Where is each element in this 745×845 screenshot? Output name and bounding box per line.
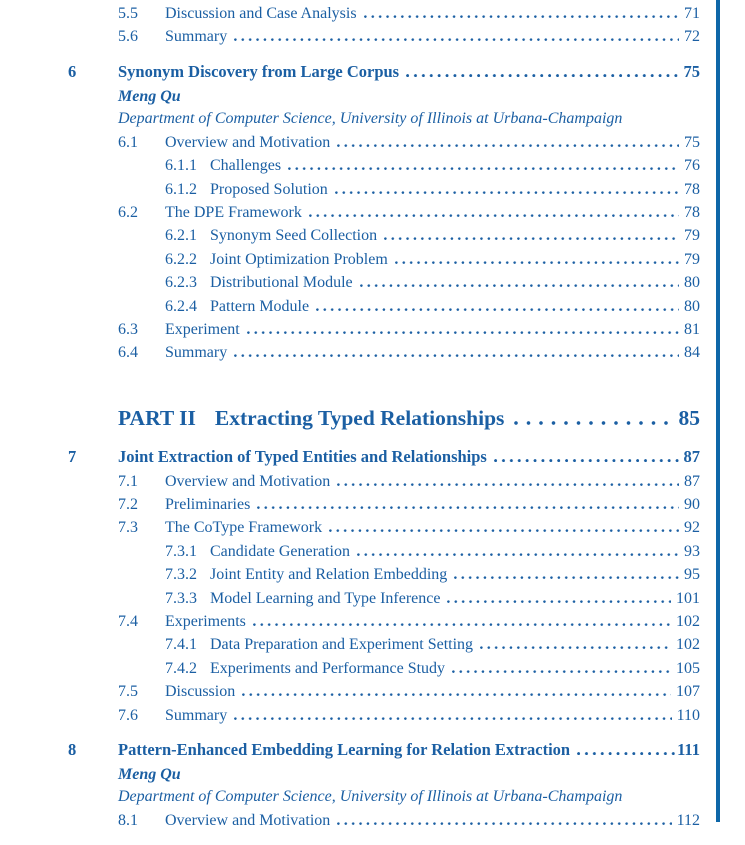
dot-leader xyxy=(234,354,679,357)
entry-number: 7 xyxy=(68,446,77,466)
entry-page: 71 xyxy=(684,5,700,22)
entry-title: Distributional Module xyxy=(210,274,353,292)
dot-leader xyxy=(514,421,668,425)
dot-leader xyxy=(480,646,671,649)
entry-title: Extracting Typed Relationships xyxy=(214,405,505,430)
entry-number: 6.4 xyxy=(118,344,138,362)
toc-subsection-row[interactable] xyxy=(165,227,700,250)
toc-subsection-row[interactable] xyxy=(165,181,700,204)
entry-title: Discussion xyxy=(165,683,236,701)
toc-subsection-row[interactable] xyxy=(165,590,700,613)
entry-title: Data Preparation and Experiment Setting xyxy=(210,636,474,654)
dot-leader xyxy=(447,600,671,603)
entry-number: 7.2 xyxy=(118,496,138,514)
entry-title: Preliminaries xyxy=(165,496,251,514)
dot-leader xyxy=(337,483,679,486)
toc-section-row[interactable] xyxy=(118,344,700,367)
toc-section-row[interactable] xyxy=(118,707,700,730)
toc-chapter-row[interactable] xyxy=(68,740,700,766)
entry-number: 7.4.2 xyxy=(165,659,197,677)
entry-number: 6.3 xyxy=(118,320,138,338)
dot-leader xyxy=(234,717,671,720)
entry-number: 5.6 xyxy=(118,28,138,46)
affiliation-text: Department of Computer Science, University of Illinois at Urbana-Champaign xyxy=(118,110,623,128)
entry-page: 111 xyxy=(677,739,700,759)
dot-leader xyxy=(242,693,671,696)
toc-section-row[interactable] xyxy=(118,321,700,344)
entry-number: 7.4 xyxy=(118,613,138,631)
entry-number: 6.1.2 xyxy=(165,180,197,198)
entry-title: Model Learning and Type Inference xyxy=(210,589,441,607)
entry-title: Experiments xyxy=(165,613,246,631)
toc-subsection-row[interactable] xyxy=(165,543,700,566)
entry-number: 7.3.2 xyxy=(165,566,197,584)
entry-page: 105 xyxy=(676,659,700,677)
entry-page: 80 xyxy=(684,274,700,292)
entry-page: 112 xyxy=(676,811,700,829)
toc-subsection-row[interactable] xyxy=(165,298,700,321)
entry-number: 7.1 xyxy=(118,472,138,490)
entry-number: 6.2.1 xyxy=(165,227,197,245)
toc-affiliation-row xyxy=(118,110,700,134)
entry-title: Overview and Motivation xyxy=(165,133,331,151)
entry-number: PART II xyxy=(118,405,196,430)
entry-title: Pattern Module xyxy=(210,297,310,315)
entry-page: 81 xyxy=(684,320,700,338)
entry-page: 85 xyxy=(678,405,700,430)
entry-page: 76 xyxy=(684,157,700,175)
dot-leader xyxy=(577,752,675,755)
entry-page: 87 xyxy=(683,446,700,466)
entry-title: Overview and Motivation xyxy=(165,811,331,829)
toc-affiliation-row xyxy=(118,788,700,812)
toc-author-row xyxy=(118,766,700,789)
entry-page: 72 xyxy=(684,28,700,46)
entry-title: The DPE Framework xyxy=(165,203,302,221)
dot-leader xyxy=(364,15,679,18)
entry-page: 84 xyxy=(684,344,700,362)
entry-number: 6.1.1 xyxy=(165,157,197,175)
entry-number: 8 xyxy=(68,739,77,759)
toc-chapter-row[interactable] xyxy=(68,62,700,88)
entry-number: 6.2.4 xyxy=(165,297,197,315)
entry-title: Summary xyxy=(165,344,228,362)
entry-number: 7.3.1 xyxy=(165,542,197,560)
toc-subsection-row[interactable] xyxy=(165,274,700,297)
dot-leader xyxy=(335,191,679,194)
entry-number: 6.2 xyxy=(118,203,138,221)
toc-subsection-row[interactable] xyxy=(165,660,700,683)
dot-leader xyxy=(360,284,679,287)
entry-number: 7.3.3 xyxy=(165,589,197,607)
entry-number: 6.2.3 xyxy=(165,274,197,292)
entry-title: Discussion and Case Analysis xyxy=(165,5,357,22)
entry-number: 8.1 xyxy=(118,811,138,829)
dot-leader xyxy=(247,331,679,334)
toc-section-row[interactable] xyxy=(118,519,700,542)
entry-page: 80 xyxy=(684,297,700,315)
dot-leader xyxy=(316,308,679,311)
toc-section-row[interactable] xyxy=(118,28,700,51)
entry-number: 5.5 xyxy=(118,5,138,22)
entry-page: 79 xyxy=(684,227,700,245)
entry-number: 6.2.2 xyxy=(165,250,197,268)
entry-title: Proposed Solution xyxy=(210,180,328,198)
dot-leader xyxy=(253,623,671,626)
entry-title: Experiment xyxy=(165,320,240,338)
entry-page: 75 xyxy=(684,133,700,151)
dot-leader xyxy=(234,38,679,41)
toc-subsection-row[interactable] xyxy=(165,636,700,659)
toc-subsection-row[interactable] xyxy=(165,251,700,274)
toc-part-row[interactable] xyxy=(118,406,700,437)
entry-number: 6.1 xyxy=(118,133,138,151)
entry-page: 110 xyxy=(676,706,700,724)
entry-page: 78 xyxy=(684,203,700,221)
dot-leader xyxy=(337,822,671,825)
entry-page: 95 xyxy=(684,566,700,584)
toc-chapter-row[interactable] xyxy=(68,447,700,473)
entry-title: Experiments and Performance Study xyxy=(210,659,446,677)
entry-title: Challenges xyxy=(210,157,282,175)
entry-title: Summary xyxy=(165,28,228,46)
dot-leader xyxy=(329,529,679,532)
toc-list xyxy=(68,5,700,835)
toc-section-row[interactable] xyxy=(118,473,700,496)
entry-title: Synonym Discovery from Large Corpus xyxy=(118,61,400,81)
entry-page: 75 xyxy=(683,61,700,81)
dot-leader xyxy=(452,670,671,673)
entry-page: 107 xyxy=(676,683,700,701)
entry-title: Joint Entity and Relation Embedding xyxy=(210,566,448,584)
dot-leader xyxy=(395,261,679,264)
dot-leader xyxy=(257,506,679,509)
entry-page: 92 xyxy=(684,519,700,537)
entry-page: 102 xyxy=(676,636,700,654)
entry-page: 90 xyxy=(684,496,700,514)
entry-title: Pattern-Enhanced Embedding Learning for Relation Extraction xyxy=(118,739,571,759)
toc-section-row[interactable] xyxy=(118,613,700,636)
dot-leader xyxy=(494,459,682,462)
dot-leader xyxy=(357,553,679,556)
entry-title: Candidate Generation xyxy=(210,542,350,560)
entry-title: The CoType Framework xyxy=(165,519,323,537)
toc-subsection-row[interactable] xyxy=(165,566,700,589)
dot-leader xyxy=(309,214,679,217)
entry-title: Summary xyxy=(165,706,228,724)
author-name: Meng Qu xyxy=(118,87,181,105)
toc-section-row[interactable] xyxy=(118,683,700,706)
toc-section-row[interactable] xyxy=(118,134,700,157)
author-name: Meng Qu xyxy=(118,765,181,783)
dot-leader xyxy=(384,237,679,240)
entry-page: 87 xyxy=(684,472,700,490)
dot-leader xyxy=(454,576,679,579)
entry-number: 7.4.1 xyxy=(165,636,197,654)
entry-number: 7.6 xyxy=(118,706,138,724)
entry-title: Joint Optimization Problem xyxy=(210,250,388,268)
toc-author-row xyxy=(118,88,700,111)
entry-page: 101 xyxy=(676,589,700,607)
toc-section-row[interactable] xyxy=(118,496,700,519)
entry-page: 78 xyxy=(684,180,700,198)
entry-number: 6 xyxy=(68,61,77,81)
dot-leader xyxy=(288,167,679,170)
page-edge-rule xyxy=(716,0,720,822)
entry-page: 79 xyxy=(684,250,700,268)
dot-leader xyxy=(406,74,681,77)
dot-leader xyxy=(337,144,679,147)
toc-section-row[interactable] xyxy=(118,5,700,28)
entry-number: 7.3 xyxy=(118,519,138,537)
entry-title: Synonym Seed Collection xyxy=(210,227,378,245)
toc-section-row[interactable] xyxy=(118,204,700,227)
entry-title: Overview and Motivation xyxy=(165,472,331,490)
entry-page: 93 xyxy=(684,542,700,560)
entry-title: Joint Extraction of Typed Entities and Relationships xyxy=(118,446,487,466)
affiliation-text: Department of Computer Science, University of Illinois at Urbana-Champaign xyxy=(118,788,623,806)
toc-subsection-row[interactable] xyxy=(165,157,700,180)
toc-section-row[interactable] xyxy=(118,812,700,835)
entry-number: 7.5 xyxy=(118,683,138,701)
entry-page: 102 xyxy=(676,613,700,631)
